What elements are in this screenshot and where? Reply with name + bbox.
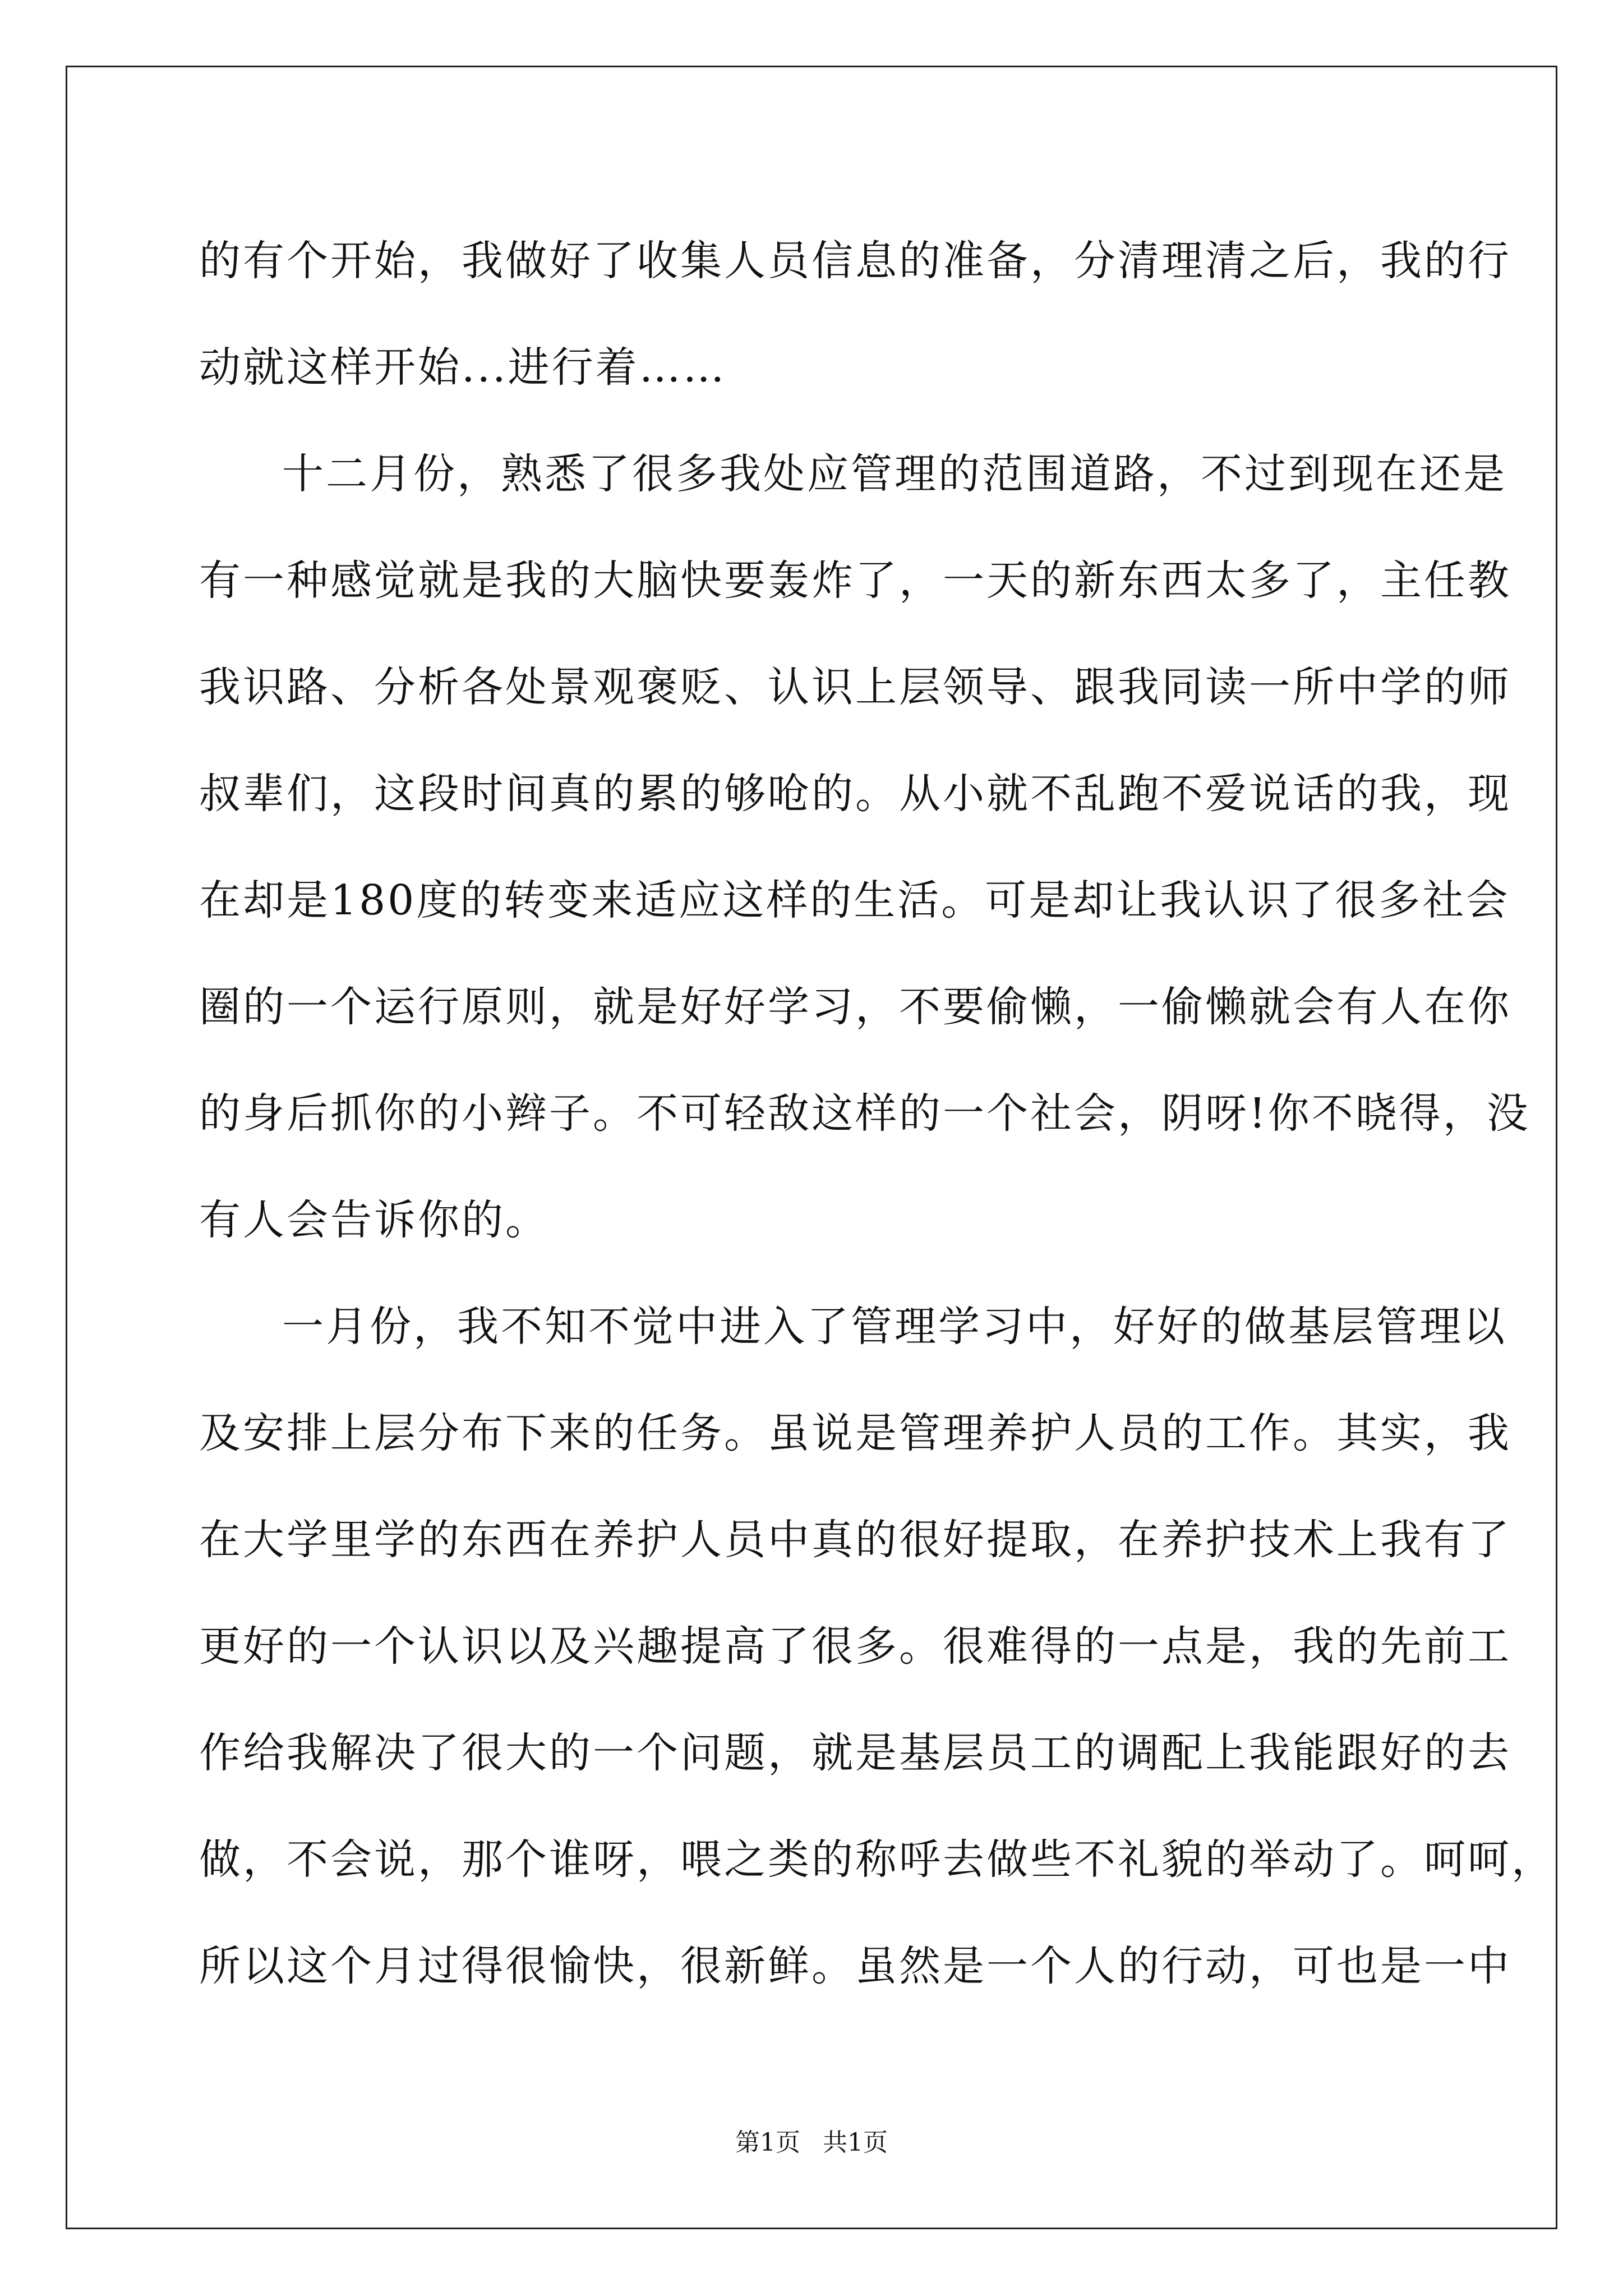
text-line: 在却是180度的转变来适应这样的生活。可是却让我认识了很多社会 bbox=[199, 876, 1510, 924]
text-line: 有人会告诉你的。 bbox=[199, 1196, 549, 1244]
text-line: 更好的一个认识以及兴趣提高了很多。很难得的一点是，我的先前工 bbox=[199, 1622, 1511, 1671]
document-body bbox=[199, 208, 1555, 2019]
text-line: 圈的一个运行原则，就是好好学习，不要偷懒，一偷懒就会有人在你 bbox=[199, 983, 1511, 1031]
text-line: 作给我解决了很大的一个问题，就是基层员工的调配上我能跟好的去 bbox=[199, 1729, 1511, 1777]
text-line: 的身后抓你的小辫子。不可轻敌这样的一个社会，阴呀!你不晓得，没 bbox=[199, 1089, 1530, 1138]
page-footer bbox=[0, 2126, 1623, 2160]
text-line: 的有个开始，我做好了收集人员信息的准备，分清理清之后，我的行 bbox=[199, 237, 1511, 285]
page-total: 共1页 bbox=[823, 2128, 888, 2157]
text-line: 做，不会说，那个谁呀，喂之类的称呼去做些不礼貌的举动了。呵呵， bbox=[199, 1835, 1555, 1884]
text-line: 我识路、分析各处景观褒贬、认识上层领导、跟我同读一所中学的师 bbox=[199, 663, 1511, 711]
text-line: 有一种感觉就是我的大脑快要轰炸了，一天的新东西太多了，主任教 bbox=[199, 556, 1511, 605]
text-line: 在大学里学的东西在养护人员中真的很好提取，在养护技术上我有了 bbox=[199, 1516, 1511, 1564]
text-line: 及安排上层分布下来的任务。虽说是管理养护人员的工作。其实，我 bbox=[199, 1409, 1511, 1457]
text-line: 动就这样开始...进行着…… bbox=[199, 343, 727, 392]
text-line: 所以这个月过得很愉快，很新鲜。虽然是一个人的行动，可也是一中 bbox=[199, 1942, 1511, 1990]
text-line: 叔辈们，这段时间真的累的够呛的。从小就不乱跑不爱说话的我，现 bbox=[199, 770, 1511, 818]
paragraph-start-line: 一月份，我不知不觉中进入了管理学习中，好好的做基层管理以 bbox=[282, 1303, 1507, 1351]
paragraph-start-line: 十二月份，熟悉了很多我处应管理的范围道路，不过到现在还是 bbox=[282, 450, 1507, 498]
page-number: 第1页 bbox=[735, 2128, 800, 2157]
